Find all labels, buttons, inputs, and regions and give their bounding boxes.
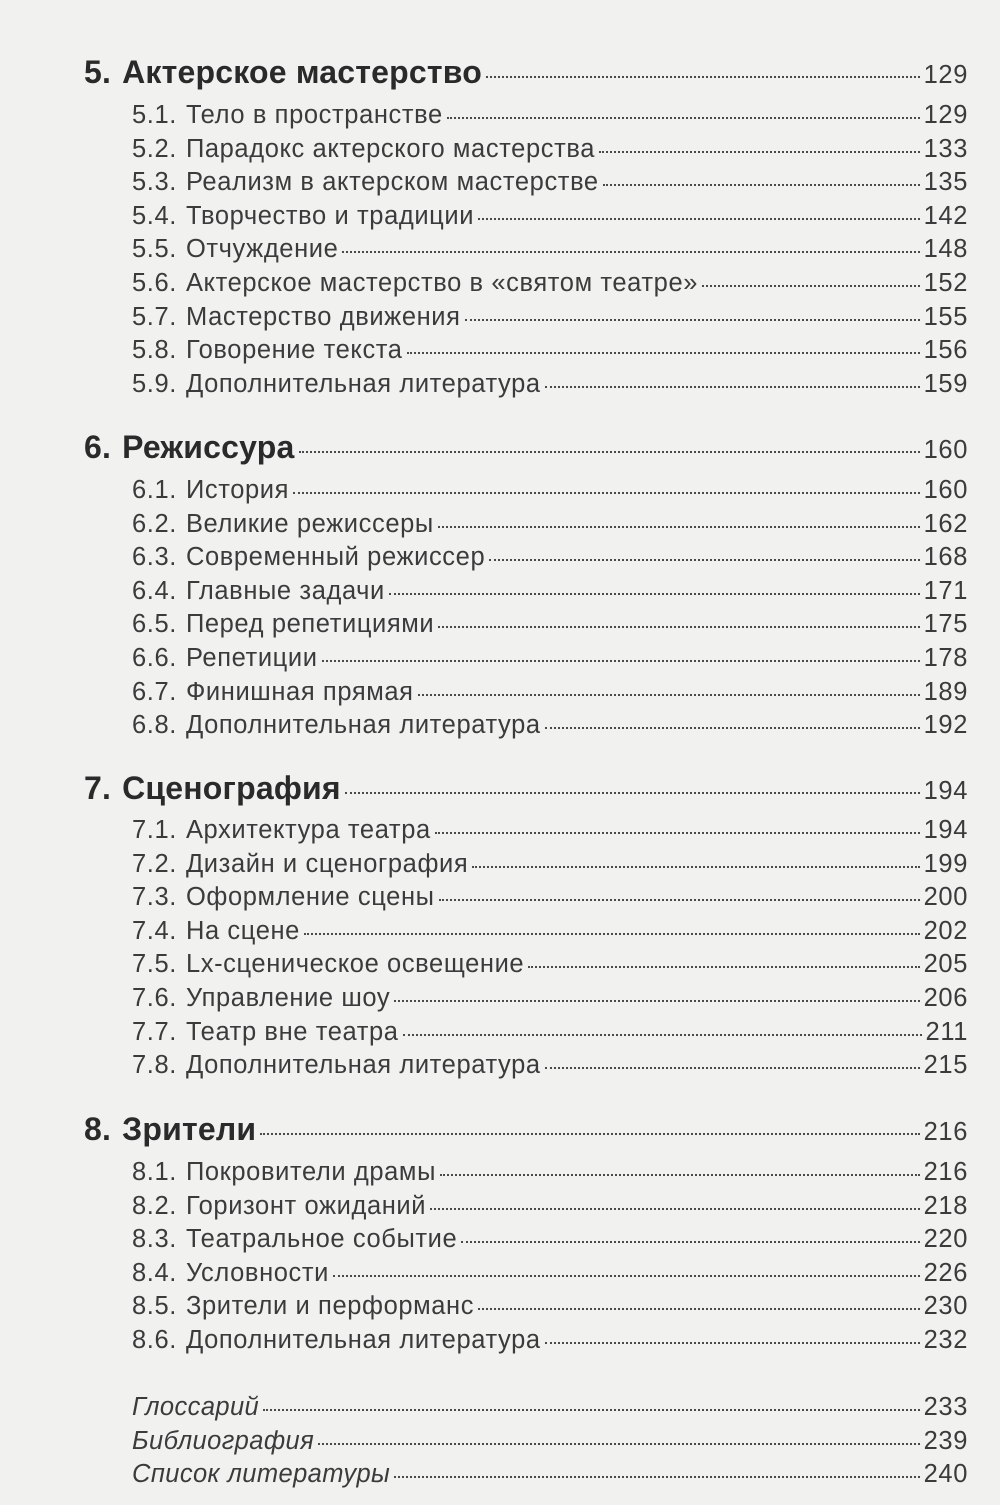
- dot-leader: [447, 117, 920, 119]
- section-title: Покровители драмы: [185, 1158, 436, 1186]
- toc-section[interactable]: [132, 816, 968, 845]
- section-title: Зрители и перформанс: [185, 1292, 475, 1321]
- toc-section[interactable]: [132, 1225, 968, 1254]
- dot-leader: [478, 218, 920, 220]
- dot-leader: [260, 1133, 919, 1135]
- section-number: 8.6.: [132, 1326, 177, 1354]
- dot-leader: [486, 76, 920, 78]
- chapter-number: 7.: [84, 770, 112, 806]
- toc-section[interactable]: [132, 202, 968, 231]
- dot-leader: [333, 1275, 920, 1277]
- dot-leader: [418, 694, 920, 696]
- dot-leader: [342, 251, 919, 253]
- toc-section[interactable]: [132, 883, 968, 912]
- dot-leader: [603, 184, 920, 186]
- section-number: 8.5.: [132, 1292, 177, 1321]
- section-number: 7.1.: [132, 816, 177, 844]
- page-number: 226: [923, 1258, 968, 1287]
- page-number: 218: [923, 1191, 968, 1220]
- back-matter-title: Библиография: [132, 1426, 315, 1455]
- dot-leader: [435, 832, 920, 834]
- dot-leader: [394, 1476, 919, 1478]
- section-number: 5.7.: [132, 302, 177, 331]
- page-number: 239: [923, 1426, 968, 1455]
- page-number: 230: [923, 1292, 968, 1321]
- section-title: Говорение текста: [185, 336, 403, 365]
- toc-section[interactable]: [132, 1292, 968, 1321]
- section-number: 7.7.: [132, 1017, 177, 1046]
- page-number: 160: [923, 436, 968, 464]
- section-number: 6.7.: [132, 677, 177, 706]
- section-number: 8.3.: [132, 1225, 177, 1254]
- chapter-title: Сценография: [122, 770, 341, 806]
- section-number: 8.1.: [132, 1158, 177, 1186]
- dot-leader: [545, 1067, 920, 1069]
- section-title: Реализм в актерском мастерстве: [185, 168, 599, 197]
- section-title: Тело в пространстве: [185, 101, 443, 129]
- toc-section[interactable]: [132, 917, 968, 946]
- dot-leader: [430, 1208, 920, 1210]
- dot-leader: [304, 933, 920, 935]
- dot-leader: [394, 1000, 919, 1002]
- section-number: 6.5.: [132, 610, 177, 639]
- toc-section[interactable]: [132, 984, 968, 1013]
- section-number: 6.6.: [132, 644, 177, 672]
- toc-section[interactable]: [132, 644, 968, 673]
- page-number: 215: [923, 1051, 968, 1080]
- toc-section[interactable]: [132, 370, 968, 399]
- page-number: 202: [923, 916, 968, 945]
- section-number: 6.1.: [132, 476, 177, 504]
- dot-leader: [318, 1443, 919, 1445]
- dot-leader: [403, 1034, 922, 1036]
- dot-leader: [263, 1409, 920, 1411]
- toc-reading-list[interactable]: [132, 1460, 968, 1489]
- dot-leader: [545, 1342, 920, 1344]
- dot-leader: [293, 492, 920, 494]
- toc-section[interactable]: [132, 235, 968, 264]
- chapter-number: 5.: [84, 54, 112, 90]
- page-number: 133: [923, 134, 968, 163]
- toc-section[interactable]: [132, 1051, 968, 1080]
- toc-section[interactable]: [132, 168, 968, 197]
- section-number: 6.4.: [132, 576, 177, 605]
- page-number: 194: [923, 816, 968, 844]
- dot-leader: [461, 1241, 919, 1243]
- section-number: 5.2.: [132, 134, 177, 163]
- section-title: Мастерство движения: [185, 302, 461, 331]
- section-title: Репетиции: [185, 644, 318, 672]
- section-title: Главные задачи: [185, 576, 385, 605]
- page-number: 178: [923, 644, 968, 672]
- dot-leader: [489, 559, 919, 561]
- toc-section[interactable]: [132, 1192, 968, 1221]
- dot-leader: [438, 526, 920, 528]
- page-number: 152: [923, 269, 968, 297]
- section-title: Современный режиссер: [185, 543, 486, 572]
- page-number: 232: [923, 1326, 968, 1354]
- toc-section[interactable]: [132, 711, 968, 740]
- dot-leader: [389, 593, 920, 595]
- section-number: 5.6.: [132, 269, 177, 297]
- page-number: 168: [923, 543, 968, 572]
- page-number: 135: [923, 168, 968, 197]
- toc-section[interactable]: [132, 1158, 968, 1187]
- section-title: Актерское мастерство в «святом театре»: [185, 269, 699, 297]
- toc-chapter-8[interactable]: [84, 1111, 968, 1148]
- section-number: 6.8.: [132, 711, 177, 740]
- section-title: Парадокс актерского мастерства: [185, 134, 596, 163]
- toc-section[interactable]: [132, 101, 968, 130]
- section-number: 5.8.: [132, 336, 177, 365]
- section-title: Управление шоу: [185, 984, 391, 1012]
- dot-leader: [528, 966, 919, 968]
- chapter-number: 8.: [84, 1111, 112, 1147]
- toc-chapter-6[interactable]: [84, 429, 968, 466]
- section-number: 8.4.: [132, 1258, 177, 1287]
- toc-section[interactable]: [132, 303, 968, 332]
- page-number: 148: [923, 235, 968, 264]
- section-number: 6.2.: [132, 509, 177, 538]
- section-number: 7.3.: [132, 883, 177, 912]
- page-number: 156: [923, 336, 968, 365]
- dot-leader: [465, 319, 920, 321]
- page-number: 233: [923, 1393, 968, 1421]
- page-number: 159: [923, 369, 968, 398]
- section-title: Дополнительная литература: [185, 1051, 541, 1080]
- section-number: 5.3.: [132, 168, 177, 197]
- section-number: 5.1.: [132, 101, 177, 129]
- page-number: 194: [923, 777, 968, 805]
- page-number: 142: [923, 201, 968, 230]
- chapter-title: Зрители: [122, 1111, 257, 1147]
- section-title: Дополнительная литература: [185, 369, 541, 398]
- toc-section[interactable]: [132, 135, 968, 164]
- page-number: 155: [923, 302, 968, 331]
- page-number: 205: [923, 950, 968, 979]
- toc-section[interactable]: [132, 950, 968, 979]
- dot-leader: [438, 626, 919, 628]
- chapter-title: Режиссура: [122, 429, 295, 465]
- toc-section[interactable]: [132, 1018, 968, 1047]
- section-title: Оформление сцены: [185, 883, 435, 912]
- section-number: 5.9.: [132, 369, 177, 398]
- page-number: 192: [923, 711, 968, 740]
- section-title: Дополнительная литература: [185, 711, 541, 740]
- back-matter-title: Глоссарий: [132, 1393, 260, 1421]
- toc-chapter-5[interactable]: [84, 54, 968, 91]
- section-title: Горизонт ожиданий: [185, 1191, 427, 1220]
- back-matter-title: Список литературы: [132, 1460, 391, 1489]
- page-number: 129: [923, 61, 968, 89]
- toc-section[interactable]: [132, 476, 968, 505]
- section-number: 7.6.: [132, 984, 177, 1012]
- section-number: 7.8.: [132, 1051, 177, 1080]
- section-title: История: [185, 476, 290, 504]
- page-number: 129: [923, 101, 968, 129]
- page-number: 216: [923, 1158, 968, 1186]
- dot-leader: [440, 1174, 920, 1176]
- section-title: Архитектура театра: [185, 816, 431, 844]
- section-title: Финишная прямая: [185, 677, 414, 706]
- section-number: 5.4.: [132, 201, 177, 230]
- section-title: Дополнительная литература: [185, 1326, 541, 1354]
- dot-leader: [478, 1308, 920, 1310]
- page-number: 240: [923, 1460, 968, 1489]
- page-number: 220: [923, 1225, 968, 1254]
- section-title: Перед репетициями: [185, 610, 435, 639]
- section-title: Творчество и традиции: [185, 201, 475, 230]
- dot-leader: [299, 451, 920, 453]
- section-number: 5.5.: [132, 235, 177, 264]
- dot-leader: [439, 899, 920, 901]
- toc-section[interactable]: [132, 1259, 968, 1288]
- toc-section[interactable]: [132, 850, 968, 879]
- page-number: 162: [923, 509, 968, 538]
- section-number: 7.5.: [132, 950, 177, 979]
- toc-bibliography[interactable]: [132, 1427, 968, 1456]
- dot-leader: [545, 727, 920, 729]
- toc-section[interactable]: [132, 336, 968, 365]
- section-title: Условности: [185, 1258, 330, 1287]
- toc-section[interactable]: [132, 1326, 968, 1355]
- toc-chapter-7[interactable]: [84, 770, 968, 807]
- section-title: Великие режиссеры: [185, 509, 434, 538]
- toc-section[interactable]: [132, 269, 968, 298]
- page-number: 206: [923, 984, 968, 1012]
- section-title: На сцене: [185, 916, 300, 945]
- dot-leader: [545, 386, 920, 388]
- dot-leader: [322, 660, 920, 662]
- dot-leader: [599, 151, 920, 153]
- page-number: 171: [923, 576, 968, 605]
- dot-leader: [702, 285, 920, 287]
- page-number: 175: [923, 610, 968, 639]
- section-title: Lх-сценическое освещение: [185, 950, 525, 979]
- page-number: 200: [923, 883, 968, 912]
- page-number: 189: [923, 677, 968, 706]
- section-number: 6.3.: [132, 543, 177, 572]
- chapter-number: 6.: [84, 429, 112, 465]
- section-number: 7.4.: [132, 916, 177, 945]
- page-number: 199: [923, 849, 968, 878]
- dot-leader: [407, 352, 920, 354]
- section-title: Театральное событие: [185, 1225, 458, 1254]
- toc-section[interactable]: [132, 510, 968, 539]
- toc-glossary[interactable]: [132, 1393, 968, 1422]
- page-number: 211: [925, 1017, 968, 1046]
- section-number: 7.2.: [132, 849, 177, 878]
- dot-leader: [472, 866, 919, 868]
- toc-section[interactable]: [132, 543, 968, 572]
- section-title: Театр вне театра: [185, 1017, 399, 1046]
- dot-leader: [345, 792, 920, 794]
- toc-section[interactable]: [132, 678, 968, 707]
- page-number: 216: [923, 1118, 968, 1146]
- toc-section[interactable]: [132, 610, 968, 639]
- section-number: 8.2.: [132, 1191, 177, 1220]
- page-number: 160: [923, 476, 968, 504]
- chapter-title: Актерское мастерство: [122, 54, 482, 90]
- toc-section[interactable]: [132, 577, 968, 606]
- section-title: Отчуждение: [185, 235, 339, 264]
- section-title: Дизайн и сценография: [185, 849, 469, 878]
